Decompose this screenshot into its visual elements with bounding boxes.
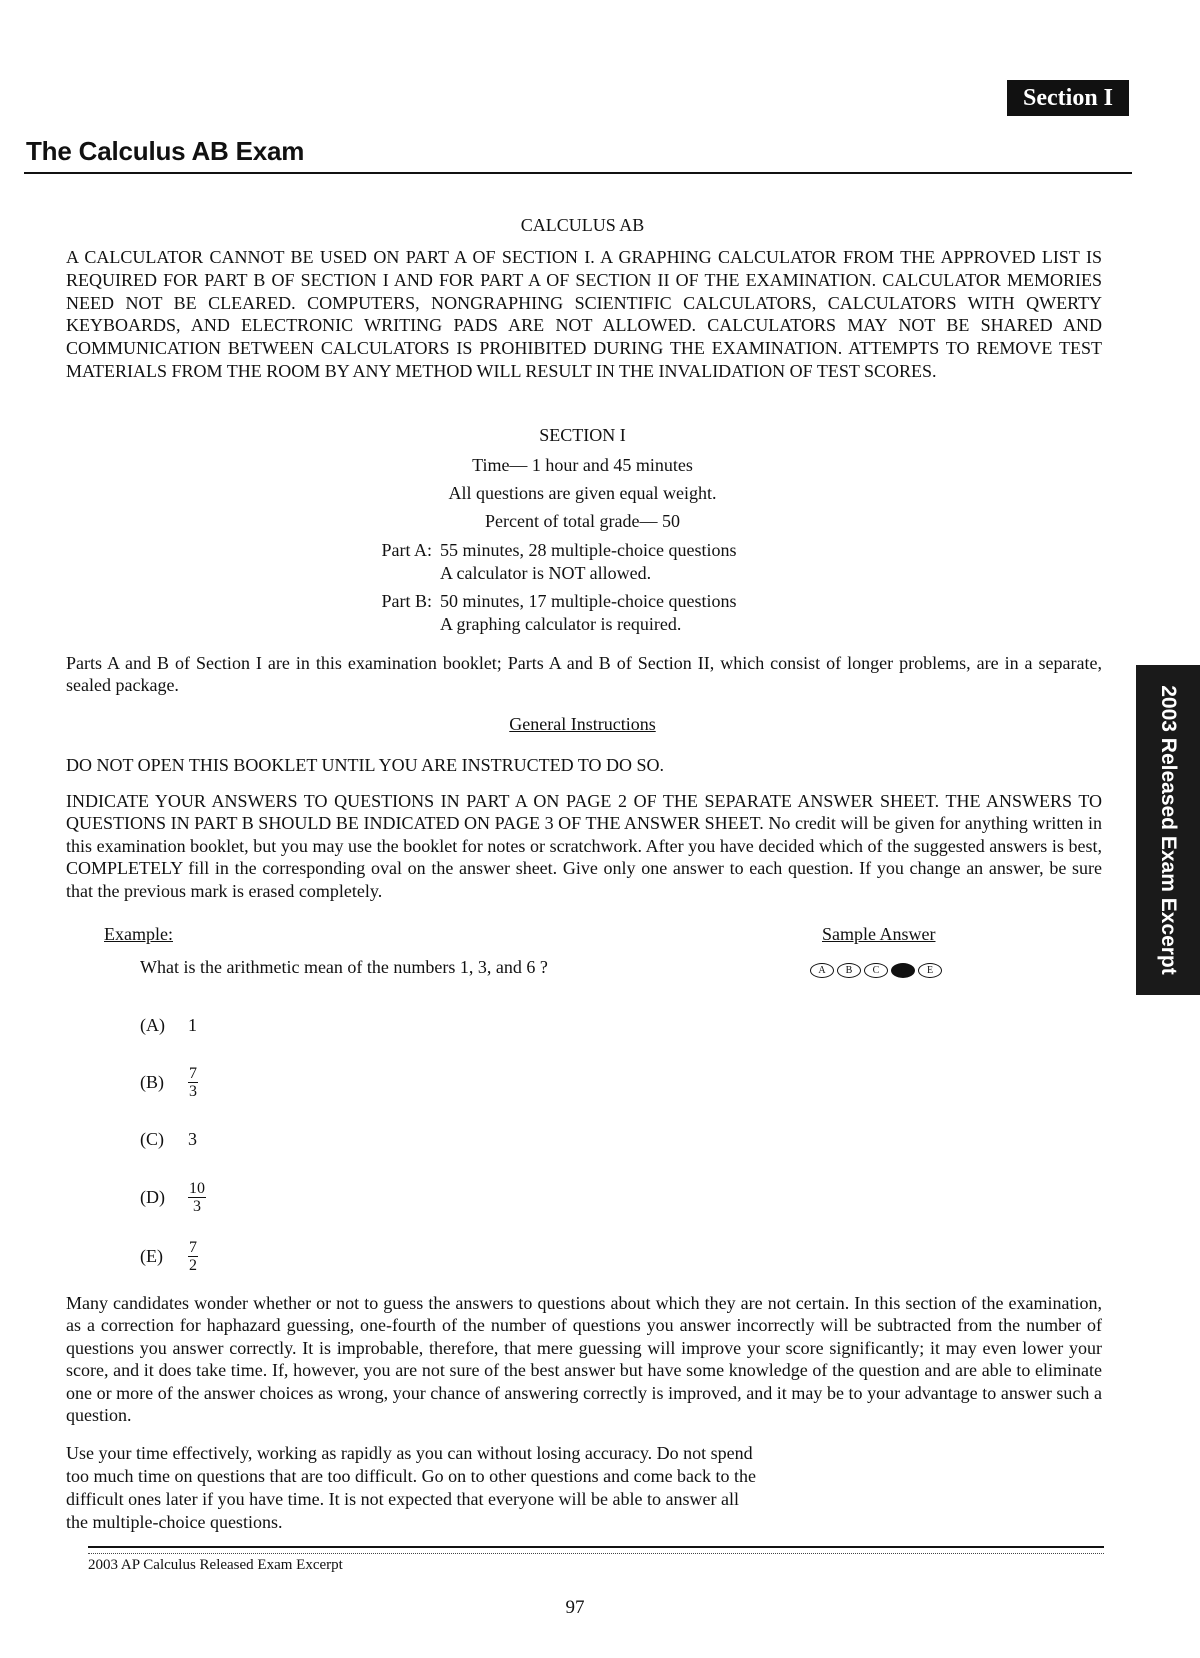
- time-advice-line: difficult ones later if you have time. It is not expected that everyone will be able to answer all: [66, 1489, 739, 1509]
- section-weight: All questions are given equal weight.: [448, 483, 717, 503]
- part-a-label: Part A:: [381, 540, 432, 560]
- choice-a-label: (A): [140, 1015, 165, 1035]
- exam-heading: CALCULUS AB: [520, 215, 645, 235]
- part-a-row: [356, 539, 736, 585]
- time-advice: [66, 1442, 756, 1534]
- title-divider: [24, 172, 1132, 174]
- choice-e-fraction: [188, 1239, 198, 1274]
- bubble-a: A: [810, 963, 834, 978]
- part-b-line2: A graphing calculator is required.: [440, 614, 682, 634]
- choice-d-fraction: [188, 1180, 206, 1215]
- page-title: The Calculus AB Exam: [26, 136, 305, 166]
- section-heading: SECTION I: [539, 425, 626, 445]
- guessing-paragraph: Many candidates wonder whether or not to guess the answers to questions about which they are not certain. In this section of the examination, as a correction for haphazard guessing, one-fourth of the number of questions you answer incorrectly will be subtracted from the number of questions you answer correctly. It is improbable, therefore, that mere guessing will improve your score significantly; it may even lower your score, and it does take time. If, however, you are not sure of the best answer but have some knowledge of the question and are able to eliminate one or more of the answer choices as wrong, your chance of answering correctly is improved, and it may be to your advantage to answer such a question.: [66, 1293, 1102, 1426]
- section-percent: Percent of total grade— 50: [485, 511, 680, 531]
- choice-c-value: 3: [188, 1129, 197, 1149]
- choice-d-denominator: 3: [193, 1198, 201, 1215]
- time-advice-line: Use your time effectively, working as rapidly as you can without losing accuracy. Do not spend: [66, 1443, 753, 1463]
- choice-b-numerator: 7: [189, 1065, 197, 1082]
- time-advice-line: too much time on questions that are too difficult. Go on to other questions and come back to the: [66, 1466, 757, 1486]
- page-number: 97: [565, 1597, 585, 1618]
- choice-b-fraction: [188, 1065, 198, 1100]
- bubble-e: E: [918, 963, 942, 978]
- choice-e-label: (E): [140, 1246, 163, 1266]
- sample-answer-label: Sample Answer: [822, 924, 936, 944]
- part-b-line1: 50 minutes, 17 multiple-choice questions: [440, 591, 737, 611]
- bubble-b: B: [837, 963, 861, 978]
- sample-answer-bubbles: [810, 963, 942, 978]
- choice-a-value: 1: [188, 1015, 197, 1035]
- choice-b-denominator: 3: [189, 1083, 197, 1100]
- answer-instructions: INDICATE YOUR ANSWERS TO QUESTIONS IN PART A ON PAGE 2 OF THE SEPARATE ANSWER SHEET. THE ANSWERS TO QUESTIONS IN PART B SHOULD BE INDICATED ON PAGE 3 OF THE ANSWER SHEET. No credit will be given for anything written in this examination booklet, but you may use the booklet for notes or scratchwork. After you have decided which of the suggested answers is best, COMPLETELY fill in the corresponding oval on the answer sheet. Give only one answer to each question. If you change an answer, be sure that the previous mark is erased completely.: [66, 791, 1102, 901]
- footer-divider: [88, 1546, 1104, 1554]
- choice-e-numerator: 7: [189, 1239, 197, 1256]
- do-not-open-notice: DO NOT OPEN THIS BOOKLET UNTIL YOU ARE INSTRUCTED TO DO SO.: [66, 755, 665, 775]
- part-a-line1: 55 minutes, 28 multiple-choice questions: [440, 540, 737, 560]
- example-label: Example:: [104, 924, 173, 944]
- part-b-label: Part B:: [381, 591, 432, 611]
- booklet-note: Parts A and B of Section I are in this examination booklet; Parts A and B of Section II, which consist of longer problems, are in a separate, sealed package.: [66, 653, 1102, 696]
- choice-b: [140, 1065, 198, 1100]
- choice-c: [140, 1129, 197, 1150]
- bubble-c: C: [864, 963, 888, 978]
- side-tab-label: 2003 Released Exam Excerpt: [1157, 685, 1180, 975]
- general-instructions-heading: General Instructions: [509, 714, 656, 734]
- choice-d-numerator: 10: [189, 1180, 205, 1197]
- example-question: What is the arithmetic mean of the numbers 1, 3, and 6 ?: [140, 957, 548, 977]
- section-time: Time— 1 hour and 45 minutes: [472, 455, 693, 475]
- choice-d-label: (D): [140, 1187, 165, 1207]
- bubble-d-filled: D: [891, 963, 915, 978]
- part-a-line2: A calculator is NOT allowed.: [440, 563, 652, 583]
- calculator-warning: A CALCULATOR CANNOT BE USED ON PART A OF SECTION I. A GRAPHING CALCULATOR FROM THE APPROVED LIST IS REQUIRED FOR PART B OF SECTION I AND FOR PART A OF SECTION II OF THE EXAMINATION. CALCULATOR MEMORIES NEED NOT BE CLEARED. COMPUTERS, NONGRAPHING SCIENTIFIC CALCULATORS, CALCULATORS WITH QWERTY KEYBOARDS, AND ELECTRONIC WRITING PADS ARE NOT ALLOWED. CALCULATORS MAY NOT BE SHARED AND COMMUNICATION BETWEEN CALCULATORS IS PROHIBITED DURING THE EXAMINATION. ATTEMPTS TO REMOVE TEST MATERIALS FROM THE ROOM BY ANY METHOD WILL RESULT IN THE INVALIDATION OF TEST SCORES.: [66, 247, 1102, 381]
- side-tab: [1136, 665, 1200, 995]
- choice-e: [140, 1239, 198, 1274]
- section-badge: Section I: [1007, 80, 1129, 116]
- choice-e-denominator: 2: [189, 1257, 197, 1274]
- choice-b-label: (B): [140, 1072, 164, 1092]
- choice-d: [140, 1180, 206, 1215]
- choice-c-label: (C): [140, 1129, 164, 1149]
- choice-a: [140, 1015, 197, 1036]
- footer-source: 2003 AP Calculus Released Exam Excerpt: [88, 1557, 343, 1573]
- part-b-row: [356, 590, 736, 636]
- time-advice-line: the multiple-choice questions.: [66, 1512, 283, 1532]
